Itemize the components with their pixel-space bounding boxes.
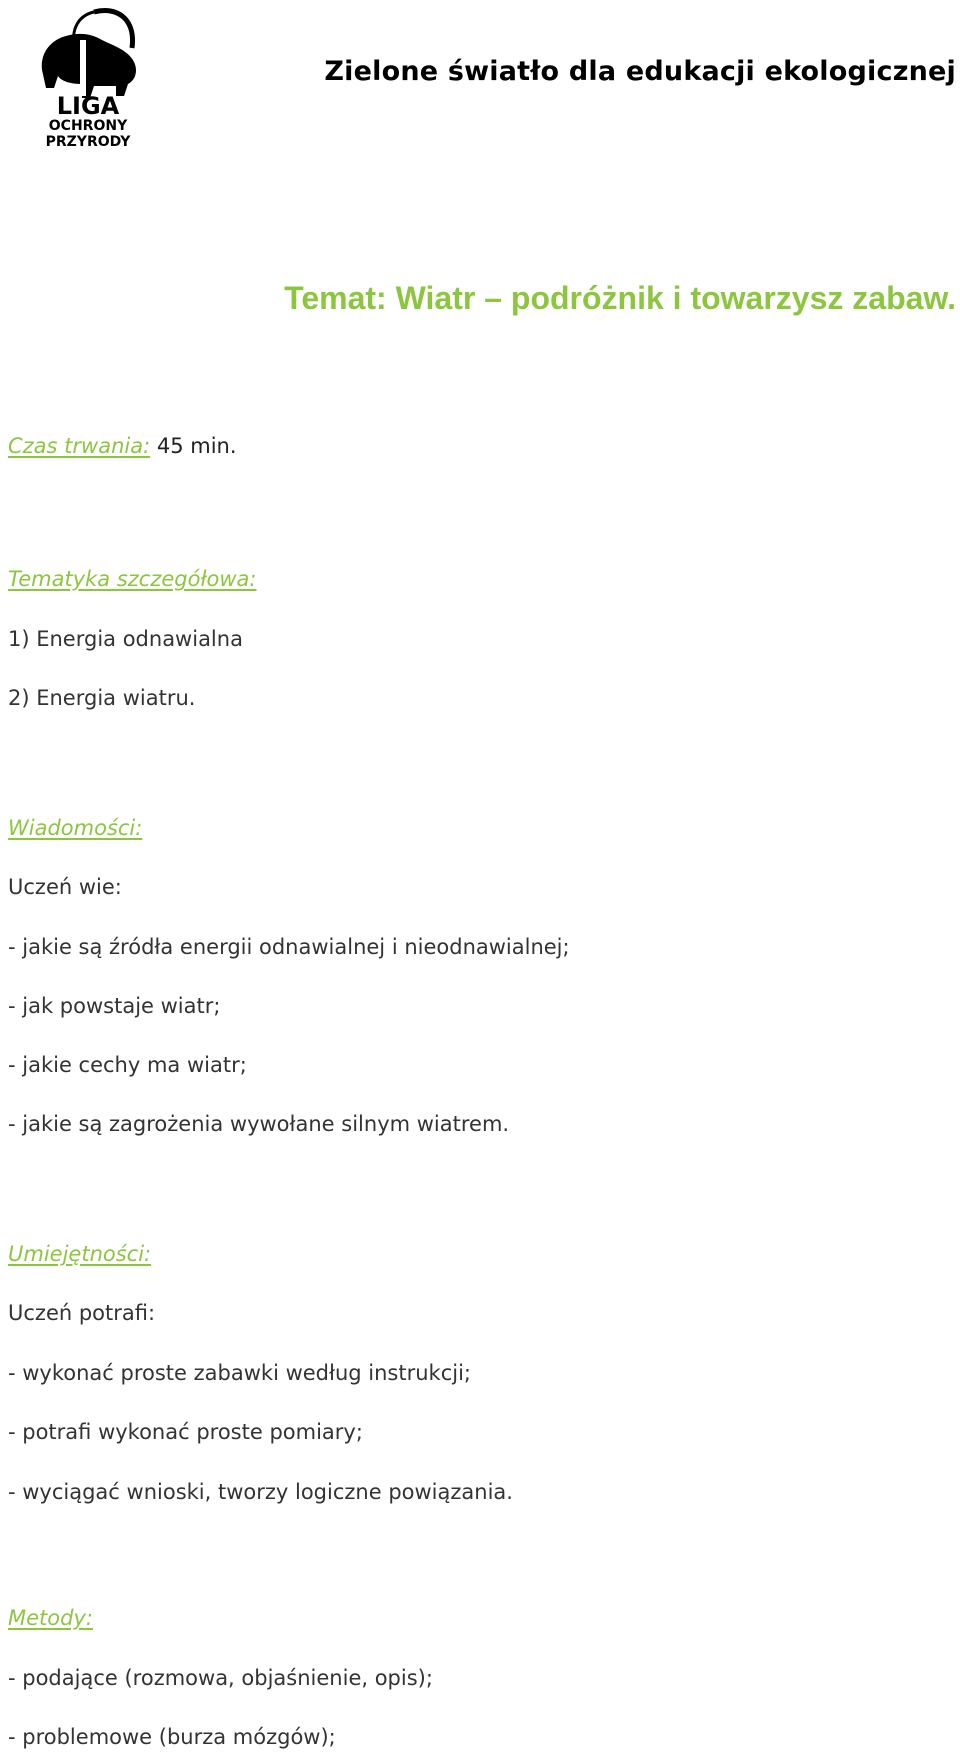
methods-label: Metody: — [8, 1606, 93, 1630]
duration-value: 45 min. — [156, 434, 237, 458]
list-item: - jakie są zagrożenia wywołane silnym wiatrem. — [8, 1112, 510, 1136]
list-item: - podające (rozmowa, objaśnienie, opis); — [8, 1666, 433, 1690]
liga-ochrony-przyrody-logo — [36, 4, 148, 150]
list-item: - jakie są źródła energii odnawialnej i nieodnawialnej; — [8, 935, 570, 959]
list-item: - potrafi wykonać proste pomiary; — [8, 1420, 363, 1444]
topic-title: Temat: Wiatr – podróżnik i towarzysz zabaw. — [284, 280, 956, 316]
list-item: 1) Energia odnawialna — [8, 627, 243, 651]
topics-detail-label: Tematyka szczegółowa: — [8, 567, 257, 591]
header-title: Zielone światło dla edukacji ekologicznej — [324, 56, 956, 87]
methods-heading — [8, 1606, 93, 1630]
skills-intro: Uczeń potrafi: — [8, 1301, 156, 1325]
list-item: - problemowe (burza mózgów); — [8, 1725, 336, 1749]
topics-detail-heading — [8, 567, 256, 591]
knowledge-label: Wiadomości: — [8, 816, 143, 840]
skills-label: Umiejętności: — [8, 1242, 152, 1266]
logo-text-liga: LIGA — [56, 92, 120, 120]
duration-label: Czas trwania: — [8, 434, 151, 458]
knowledge-intro: Uczeń wie: — [8, 875, 122, 899]
list-item: - jakie cechy ma wiatr; — [8, 1053, 247, 1077]
list-item: - wykonać proste zabawki według instrukcji; — [8, 1361, 471, 1385]
duration-line — [8, 434, 237, 458]
list-item: 2) Energia wiatru. — [8, 686, 196, 710]
list-item: - wyciągać wnioski, tworzy logiczne powiązania. — [8, 1480, 513, 1504]
logo-text-ochrony: OCHRONY — [48, 118, 128, 134]
skills-heading — [8, 1242, 151, 1266]
knowledge-heading — [8, 816, 142, 840]
logo-text-przyrody: PRZYRODY — [45, 134, 131, 150]
list-item: - jak powstaje wiatr; — [8, 994, 221, 1018]
bison-logo-icon — [36, 4, 148, 150]
